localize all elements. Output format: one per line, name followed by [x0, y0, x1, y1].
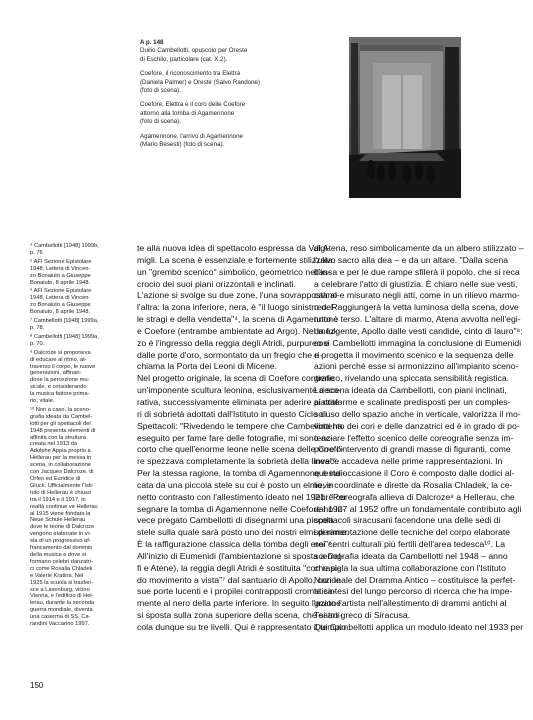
caption-paragraph	[140, 70, 278, 95]
footnote	[30, 350, 130, 405]
body-line: ri di sobrietà adottati dall'Istituto in questo Ciclo di	[137, 408, 327, 419]
footnote-line: sce a Laxenburg, vicino	[30, 586, 90, 593]
body-line: re spezzava completamente la sobrietà della linea"⁵.	[137, 456, 339, 467]
caption-line: attorno alla tomba di Agamennone	[140, 109, 235, 117]
body-line: so uso dello spazio anche in verticale, valorizza il mo-	[314, 408, 521, 419]
caption-paragraph	[140, 101, 278, 126]
footnote-line: affinità con la struttura	[30, 434, 86, 441]
body-line: mente al nero della parte inferiore. In seguito l'azione	[137, 598, 342, 609]
footnote-line: scena, in collaborazione	[30, 462, 92, 469]
body-line: vimento dei cori e delle danzatrici ed è in grado di po-	[314, 420, 520, 431]
footnote-line: 1948, Lettera di Vincen-	[30, 265, 91, 272]
caption-line: (Mario Besesti) (foto di scena).	[140, 141, 225, 149]
body-line: un "grembo scenico" simbolico, geometrico nell'in-	[137, 266, 331, 277]
body-line: Nazionale del Dramma Antico – costituisce la perfet-	[314, 574, 516, 585]
body-line: da fulgente, Apollo dalle vesti candide, cinto di lauro"⁸:	[314, 325, 523, 336]
body-line: migli. La scena è essenziale e fortemente stilizzata:	[137, 254, 335, 265]
body-line: l'ulivo sacro alla dea – e da un altare. "Dalla scena	[314, 254, 509, 265]
caption-paragraph	[140, 133, 278, 150]
footnote-line: Gluck. Ufficialmente l'Isti-	[30, 482, 94, 489]
figure-caption	[140, 39, 278, 155]
footnote-line: sicale, e considerando	[30, 384, 87, 391]
caption-line: Duilio Cambellotti, opuscolo per Oreste	[140, 47, 248, 55]
body-line: così Cambellotti immagina la conclusione di Eumenidi	[314, 337, 522, 348]
body-line: sperimentazione delle tecniche del corpo elaborate	[314, 527, 511, 538]
body-line: corto che quell'enorme leone nelle scena delle Coefo-	[137, 444, 344, 455]
footnote-line: tuto di Hellerau è chiuso	[30, 489, 92, 496]
body-line: chiama la Porta dei Leoni di Micene.	[137, 361, 278, 372]
body-line: tenziare l'effetto scenico delle coreografie senza im-	[314, 432, 514, 443]
footnote-line: Bonaiuto, 8 aprile 1948.	[30, 309, 91, 316]
footnote-line: realtà continue ve Hellerau	[30, 503, 98, 510]
body-line: crocio dei suoi piani orizzontali e inclinati.	[137, 278, 296, 289]
body-line: spettacoli siracusani facendone una delle sedi di	[314, 515, 501, 526]
caption-line: Coefore, il riconoscimento tra Elettra	[140, 70, 241, 78]
footnote-line: della musica e dove si	[30, 551, 86, 558]
footnote-line: p. 70.	[30, 340, 45, 347]
body-line: netto contrasto con l'allestimento ideato nel 1921: "Per	[137, 491, 347, 502]
footnote-line: done la percezione mu-	[30, 377, 90, 384]
body-line: reo. Raggiungerà la vetta luminosa della scena, dove	[314, 302, 519, 313]
body-line: segnare la tomba di Agamennone nelle Coefore ho in-	[137, 503, 346, 514]
body-line: Spettacoli: "Rivedendo le tempere che Cambellotti ha	[137, 420, 343, 431]
footnote-line: con Jacques Dalcroze, di	[30, 469, 94, 476]
footnote-line: Vienna, e l'edificio di Hel-	[30, 593, 94, 600]
footnote	[30, 288, 130, 316]
body-line: grafico, rivelando una spiccata sensibilità registica.	[314, 373, 510, 384]
footnote-line: la musica fattore prima-	[30, 391, 90, 398]
body-line: ta sintesi del lungo percorso di ricerca che ha impe-	[314, 586, 513, 597]
footnote-line: ⁷ Cambellotti [1948] 1999a,	[30, 318, 99, 325]
footnote-line: 1948, Lettera di Vincen-	[30, 295, 91, 302]
body-line: È la raffigurazione classica della tomba degli eroi"⁶.	[137, 539, 335, 550]
footnote-line: ⁵ AFI Sezione Epistolare	[30, 258, 92, 265]
body-line: gnato l'artista nell'allestimento di drammi antichi al	[314, 598, 507, 609]
body-line: Qui Cambellotti applica un modulo ideato nel 1933 per	[314, 622, 524, 632]
footnote	[30, 243, 130, 257]
footnote	[30, 318, 130, 332]
body-line: Per la stessa ragione, la tomba di Agamennone è indi-	[137, 468, 346, 479]
footnote-line: dove le teorie di Dalcroze	[30, 524, 95, 531]
footnote-line: generazioni, affinan-	[30, 370, 82, 377]
body-line: si sposta sulla zona superiore della scena, che si arti-	[137, 610, 343, 621]
body-line: azioni perché esse si armonizzino all'impianto sceno-	[314, 361, 519, 372]
footnote-line: ⁶ AFI Sezione Epistolare	[30, 288, 92, 295]
footnote-line: Adolphe Appia proprio a	[30, 448, 91, 455]
footnote-line: p. 78.	[30, 324, 45, 331]
body-line: invece accadeva nelle prime rappresentazioni. In	[314, 456, 503, 467]
footnote-line: p. 76	[30, 249, 43, 256]
body-line: vece pregato Cambellotti di disegnarmi una piccola	[137, 515, 334, 526]
footnotes	[30, 243, 130, 630]
body-line: stele sulla quale sarà posto uno dei nostri elmi di rame.	[137, 527, 349, 538]
caption-line: di Eschilo, particolare (cat. X.2).	[140, 55, 228, 63]
body-line: bassa e per le due rampe sfilerà il popolo, che si reca	[314, 266, 520, 277]
caption-line: (foto di scena).	[140, 118, 181, 126]
body-line: sue porte lucenti e i propilei contrapposti cromatica-	[137, 586, 336, 597]
footnote-line: e Valerie Kratina. Nel	[30, 572, 84, 579]
footnote-line: Neue Schule Hellerau	[30, 517, 86, 524]
footnote-line: lerau, durante la seconda	[30, 600, 95, 607]
footnote-line: zo Bonaiuto a Giuseppe	[30, 272, 91, 279]
footnote-line: Orfeo ed Euridice di	[30, 476, 81, 482]
body-line: che sigla la sua ultima collaborazione con l'Istituto	[314, 562, 506, 573]
body-line: dalle porte d'oro, sormontato da un fregio che ri-	[137, 349, 323, 360]
footnote-line: tra il 1914 e il 1917, in	[30, 496, 86, 503]
body-line: cata da una piccola stele su cui è posto un elmo, in	[137, 479, 334, 490]
body-line: La scena ideata da Cambellotti, con piani inclinati,	[314, 385, 507, 396]
caption-line: Agamennone, l'arrivo di Agamennone	[140, 132, 243, 140]
body-line: piattaforme e scalinate predisposti per un comples-	[314, 396, 511, 407]
body-line: All'inizio di Eumenidi (l'ambientazione si sposta a Del-	[137, 550, 344, 561]
stage-ramp	[359, 153, 445, 161]
caption-reference: A p. 148	[140, 39, 164, 46]
body-line: Teatro greco di Siracusa.	[314, 610, 411, 621]
footnote-line: una caserma di SS. Ca-	[30, 614, 91, 621]
footnote-line: ci come Rosalia Chladek	[30, 565, 93, 572]
footnote-line: ⁴ Cambellotti [1948] 1999b,	[30, 243, 99, 249]
footnote-line: ⁹ Dalcroze si proponeva	[30, 349, 91, 356]
footnote-line: francamento dal dominio	[30, 545, 93, 552]
footnote-line: formano celebri danzatri-	[30, 558, 93, 565]
body-line: tutto è terso. L'altare di marmo, Atena avvolta nell'egi-	[314, 314, 521, 325]
footnote-line: traverso il corpo, le nuove	[30, 363, 96, 370]
footnote-line: guerra mondiale, diventa	[30, 607, 93, 614]
frieze	[360, 45, 443, 51]
body-line: eseguito per fame fare delle fotografie, mi sono ac-	[137, 432, 334, 443]
caption-line: Coefore, Elettra e il coro delle Coefore	[140, 101, 246, 109]
body-line: cola dunque su tre livelli. Qui è rappresentato il tempio	[137, 622, 347, 632]
page-number: 150	[30, 681, 44, 690]
body-column-left	[137, 243, 349, 634]
footnote-line: Hellerau per la messa in	[30, 455, 92, 462]
footnote-line: 1925 la scuola si trasferi-	[30, 579, 94, 586]
footnote-line: lotti per gli spettacoli del	[30, 420, 91, 427]
footnote-line: randini Vaccarino 1997.	[30, 621, 90, 628]
footnote-line: 1948 presenta elementi di	[30, 427, 96, 434]
body-line: questa occasione il Coro è composto dalle dodici al-	[314, 468, 515, 479]
body-line: L'azione si svolge su due zone, l'una sovrapposta al-	[137, 290, 340, 301]
footnote-line: di educare al ritmo, at-	[30, 356, 87, 363]
body-line: Nel progetto originale, la scena di Coefore contiene	[137, 373, 335, 384]
body-line: do movimento a vista"⁷ dal santuario di Apollo, con le	[137, 574, 341, 585]
body-line: fi e Atene), la reggia degli Atridi è sostituita "con rapi-	[137, 562, 341, 573]
body-line: calmo e misurato negli atti, come in un rilievo marmo-	[314, 290, 520, 301]
caption-line: (Daniela Palmer) e Oreste (Salvo Randone)	[140, 78, 261, 86]
stage-photograph	[349, 37, 461, 198]
footnote-line: Bonaiuto, 8 aprile 1948.	[30, 279, 91, 286]
caption-line: (foto di scena).	[140, 87, 181, 95]
body-line: un'imponente scultura leonina, esclusivamente deco-	[137, 385, 342, 396]
body-line: rativa, successivamente eliminata per aderire ai crite-	[137, 396, 343, 407]
footnote-line: vengono elaborate in vi-	[30, 531, 91, 538]
footnote	[30, 407, 130, 628]
body-line: te alla nuova idea di spettacolo espressa da Valgi-	[137, 243, 331, 253]
body-column-right	[314, 243, 524, 634]
body-line: e progetta il movimento scenico e la sequenza delle	[314, 349, 514, 360]
body-line: di Atena, reso simbolicamente da un albero stilizzato –	[314, 243, 524, 253]
footnote-line: grafia ideata da Cambel-	[30, 413, 93, 420]
body-line: l'altra: la zona inferiore, nera, è "il luogo sinistro del-	[137, 302, 336, 313]
body-line: lieve coordinate e dirette da Rosalia Chladek, la ce-	[314, 479, 513, 490]
body-line: scenografia ideata da Cambellotti nel 1948 – anno	[314, 550, 508, 561]
footnote-line: zo Bonaiuto a Giuseppe	[30, 302, 91, 309]
body-line: lebre coreografa allieva di Dalcroze⁹ a Hellerau, che	[314, 491, 515, 502]
footnote-line: ¹⁰ Non a caso, la sceno-	[30, 406, 91, 413]
footnote	[30, 259, 130, 287]
body-line: dal 1927 al 1952 offre un fondamentale contributo agli	[314, 503, 522, 514]
footnote-line: al 1915 viene fondata la	[30, 510, 91, 517]
body-line: porre l'intervento di grandi masse di figuranti, come	[314, 444, 511, 455]
footnote-line: ⁸ Cambellotti [1948] 1999a,	[30, 333, 99, 340]
caption-reference-block	[140, 39, 278, 64]
footnote-line: rio, vitale.	[30, 398, 55, 405]
footnote-line: creata nel 1913 da	[30, 441, 78, 448]
footnote-line: sta di un progressivo af-	[30, 538, 91, 545]
body-line: nei centri culturali più fertili dell'area tedesca¹⁰. La	[314, 539, 506, 550]
body-line: a celebrare l'atto di giustizia. È chiaro nelle sue vesti,	[314, 278, 518, 289]
body-line: zo è l'ingresso della reggia degli Atridi, purpureo e	[137, 337, 329, 348]
body-line: e Coefore (entrambe ambientate ad Argo). Nel mez-	[137, 325, 338, 336]
footnote	[30, 334, 130, 348]
body-line: le stragi e della vendetta"⁴, la scena di Agamennone	[137, 314, 338, 325]
